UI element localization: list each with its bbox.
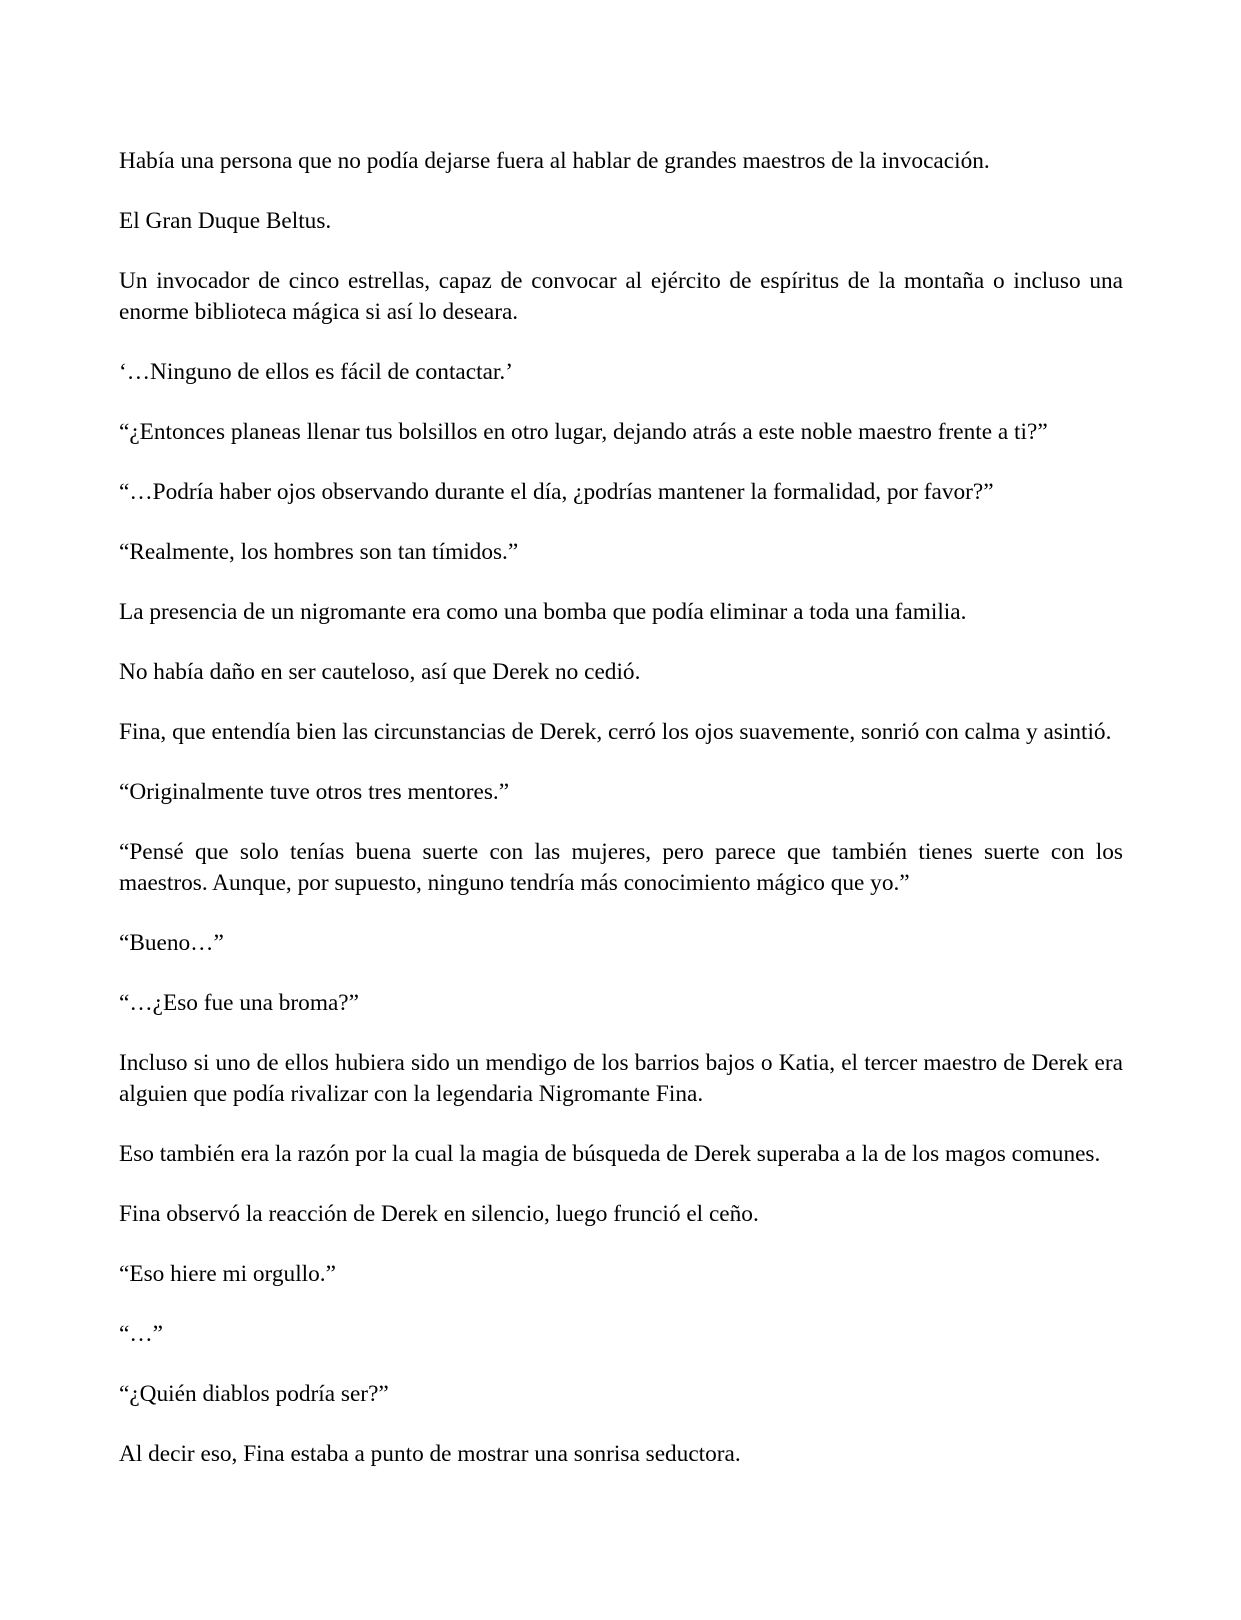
paragraph: Al decir eso, Fina estaba a punto de mostrar una sonrisa seductora. bbox=[119, 1441, 741, 1467]
paragraph: “Pensé que solo tenías buena suerte con las mujeres, pero parece que también tienes suerte con los maestros. Aunque, por supuesto, ninguno tendría más conocimiento mágico que yo.” bbox=[119, 839, 1123, 896]
paragraph: “…Podría haber ojos observando durante el día, ¿podrías mantener la formalidad, por favor?” bbox=[119, 479, 994, 505]
paragraph: No había daño en ser cauteloso, así que Derek no cedió. bbox=[119, 659, 641, 685]
paragraph: El Gran Duque Beltus. bbox=[119, 208, 332, 234]
paragraph: “Originalmente tuve otros tres mentores.” bbox=[119, 779, 510, 805]
paragraph: Fina, que entendía bien las circunstancias de Derek, cerró los ojos suavemente, sonrió con calma y asintió. bbox=[119, 719, 1112, 745]
paragraph: Eso también era la razón por la cual la magia de búsqueda de Derek superaba a la de los magos comunes. bbox=[119, 1141, 1101, 1167]
paragraph: La presencia de un nigromante era como una bomba que podía eliminar a toda una familia. bbox=[119, 599, 967, 625]
paragraph: “¿Entonces planeas llenar tus bolsillos en otro lugar, dejando atrás a este noble maestro frente a ti?” bbox=[119, 419, 1048, 445]
paragraph: Un invocador de cinco estrellas, capaz de convocar al ejército de espíritus de la montaña o incluso una enorme biblioteca mágica si así lo deseara. bbox=[119, 268, 1123, 325]
paragraph: “…” bbox=[119, 1321, 163, 1347]
document-page bbox=[119, 146, 1123, 1499]
paragraph: “¿Quién diablos podría ser?” bbox=[119, 1381, 389, 1407]
paragraph: Fina observó la reacción de Derek en silencio, luego frunció el ceño. bbox=[119, 1201, 759, 1227]
paragraph: “Realmente, los hombres son tan tímidos.” bbox=[119, 539, 519, 565]
paragraph: “Eso hiere mi orgullo.” bbox=[119, 1261, 336, 1287]
paragraph: “Bueno…” bbox=[119, 930, 224, 956]
paragraph: “…¿Eso fue una broma?” bbox=[119, 990, 359, 1016]
paragraph: Había una persona que no podía dejarse fuera al hablar de grandes maestros de la invocación. bbox=[119, 148, 990, 174]
paragraph: Incluso si uno de ellos hubiera sido un mendigo de los barrios bajos o Katia, el tercer maestro de Derek era alguien que podía rivalizar con la legendaria Nigromante Fina. bbox=[119, 1050, 1123, 1107]
paragraph: ‘…Ninguno de ellos es fácil de contactar.’ bbox=[119, 359, 513, 385]
